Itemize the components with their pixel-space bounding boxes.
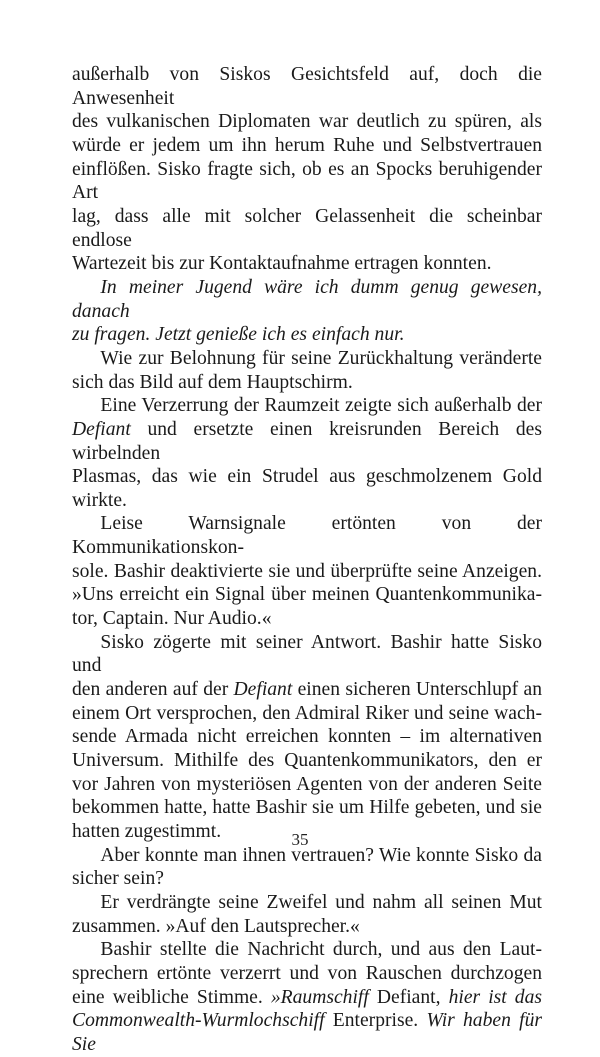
book-page-body xyxy=(72,63,542,1057)
text-line xyxy=(72,678,542,702)
italic-text: Defiant xyxy=(72,418,131,440)
text-segment: sprechern ertönte verzerrt und von Rauschen durchzogen xyxy=(72,962,542,984)
text-line xyxy=(72,512,542,559)
text-line xyxy=(72,347,542,371)
text-segment: sende Armada nicht erreichen konnten – im alternativen xyxy=(72,726,542,748)
text-line xyxy=(72,607,542,631)
text-segment: sole. Bashir deaktivierte sie und überprüfte seine Anzeigen. xyxy=(72,560,542,582)
text-segment: lag, dass alle mit solcher Gelassenheit die scheinbar endlose xyxy=(72,205,542,251)
text-line xyxy=(72,63,542,110)
text-segment: Plasmas, das wie ein Strudel aus geschmolzenem Gold wirkte. xyxy=(72,466,542,511)
text-segment: einflößen. Sisko fragte sich, ob es an Spocks beruhigender Art xyxy=(72,158,542,204)
text-segment: außerhalb von Siskos Gesichtsfeld auf, doch die Anwesenheit xyxy=(72,64,542,109)
text-line xyxy=(72,986,542,1010)
text-segment: sich das Bild auf dem Hauptschirm. xyxy=(72,371,353,393)
text-segment: »Uns erreicht ein Signal über meinen Quantenkommunika- xyxy=(72,584,542,606)
text-segment: Bashir stellte die Nachricht durch, und aus den Laut- xyxy=(100,939,542,961)
text-line xyxy=(72,796,542,820)
text-line xyxy=(72,631,542,678)
text-line xyxy=(72,749,542,773)
text-segment: Wartezeit bis zur Kontaktaufnahme ertragen konnten. xyxy=(72,253,492,275)
text-line xyxy=(72,134,542,158)
paragraph xyxy=(72,394,542,512)
text-segment: Wie zur Belohnung für seine Zurückhaltung veränderte xyxy=(100,347,542,369)
text-segment: sicher sein? xyxy=(72,868,164,890)
text-line xyxy=(72,725,542,749)
text-segment: eine weibliche Stimme. xyxy=(72,986,271,1008)
text-segment: Leise Warnsignale ertönten von der Kommunikationskon- xyxy=(72,513,542,559)
text-segment: einen sicheren Unterschlupf an xyxy=(292,679,542,701)
text-segment: Aber konnte man ihnen vertrauen? Wie konnte Sisko da xyxy=(100,844,542,866)
text-line xyxy=(72,962,542,986)
paragraph xyxy=(72,276,542,347)
text-segment: Er verdrängte seine Zweifel und nahm all seinen Mut xyxy=(100,891,542,913)
text-segment: würde er jedem um ihn herum Ruhe und Selbstvertrauen xyxy=(72,134,542,156)
text-line xyxy=(72,915,542,939)
text-line xyxy=(72,158,542,205)
text-segment: einem Ort versprochen, den Admiral Riker und seine wach- xyxy=(72,702,542,724)
text-segment: Defiant, xyxy=(368,986,449,1008)
text-segment: den anderen auf der xyxy=(72,679,234,701)
page-number: 35 xyxy=(291,830,309,849)
text-line xyxy=(72,252,542,276)
text-segment: und ersetzte einen kreisrunden Bereich des wirbelnden xyxy=(72,418,542,464)
text-segment: zusammen. »Auf den Lautsprecher.« xyxy=(72,915,360,937)
italic-text: Commonwealth-Wurmlochschiff xyxy=(72,1010,325,1032)
text-line xyxy=(72,371,542,395)
text-line xyxy=(72,205,542,252)
paragraph xyxy=(72,844,542,891)
text-segment: bekommen hatte, hatte Bashir sie um Hilfe gebeten, und sie xyxy=(72,797,542,819)
text-line xyxy=(72,418,542,465)
text-line xyxy=(72,1009,542,1056)
text-line xyxy=(72,323,542,347)
text-segment: hatten zugestimmt. xyxy=(72,821,222,842)
italic-text: In meiner Jugend wäre ich dumm genug gewesen, danach xyxy=(72,276,542,322)
text-line xyxy=(72,394,542,418)
paragraph xyxy=(72,63,542,276)
text-line xyxy=(72,867,542,891)
paragraph xyxy=(72,891,542,938)
text-segment: des vulkanischen Diplomaten war deutlich zu spüren, als xyxy=(72,111,542,133)
text-line xyxy=(72,891,542,915)
italic-text: zu fragen. Jetzt genieße ich es einfach nur. xyxy=(72,324,405,346)
paragraph xyxy=(72,938,542,1056)
text-segment: Sisko zögerte mit seiner Antwort. Bashir hatte Sisko und xyxy=(72,631,542,677)
text-line xyxy=(72,110,542,134)
text-line xyxy=(72,773,542,797)
paragraph xyxy=(72,631,542,844)
paragraph xyxy=(72,512,542,630)
text-segment: Enterprise. xyxy=(324,1010,427,1032)
paragraph xyxy=(72,347,542,394)
text-line xyxy=(72,583,542,607)
text-line xyxy=(72,560,542,584)
text-line xyxy=(72,702,542,726)
text-segment: Eine Verzerrung der Raumzeit zeigte sich außerhalb der xyxy=(100,395,542,417)
text-segment: tor, Captain. Nur Audio.« xyxy=(72,608,272,630)
text-line xyxy=(72,938,542,962)
italic-text: »Raumschiff xyxy=(270,986,369,1008)
italic-text: hier ist das xyxy=(448,986,543,1008)
italic-text: Wir haben für Sie xyxy=(72,1010,543,1055)
text-segment: vor Jahren von mysteriösen Agenten von der anderen Seite xyxy=(72,773,542,795)
text-line xyxy=(72,276,542,323)
italic-text: Defiant xyxy=(233,679,293,701)
text-line xyxy=(72,465,542,512)
text-segment: Universum. Mithilfe des Quantenkommunikators, den er xyxy=(72,750,542,772)
